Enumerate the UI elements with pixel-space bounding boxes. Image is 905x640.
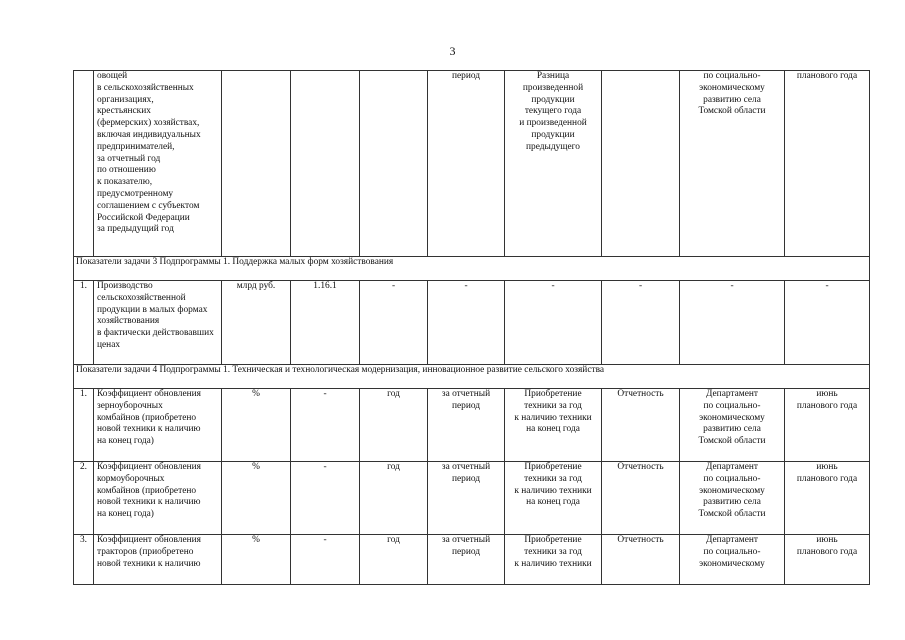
section-header-task4 — [74, 365, 870, 389]
period: за отчетный период — [428, 462, 505, 535]
code: 1.16.1 — [291, 281, 360, 365]
cell-source — [602, 71, 680, 257]
source: Отчетность — [602, 462, 680, 535]
indicator-name: Производство сельскохозяйственной продукции в малых формах хозяйствования в фактически действовавших ценах — [94, 281, 222, 365]
cell-responsible: по социально- экономическому развитию села Томской области — [680, 71, 785, 257]
table-row — [74, 462, 870, 535]
periodicity: - — [360, 281, 428, 365]
unit: % — [222, 535, 291, 585]
cell-num — [74, 71, 94, 257]
responsible: Департамент по социально- экономическому — [680, 535, 785, 585]
indicator-name: Коэффициент обновления кормоуборочных комбайнов (приобретено новой техники к наличию на конец года) — [94, 462, 222, 535]
row-number: 1. — [74, 389, 94, 462]
row-number: 1. — [74, 281, 94, 365]
method: Приобретение техники за год к наличию техники на конец года — [505, 462, 602, 535]
deadline: июнь планового года — [785, 462, 870, 535]
method: Приобретение техники за год к наличию техники — [505, 535, 602, 585]
code: - — [291, 389, 360, 462]
row-number: 2. — [74, 462, 94, 535]
page-number: 3 — [449, 44, 456, 58]
cell-periodicity — [360, 71, 428, 257]
continuation-row — [74, 71, 870, 257]
cell-deadline: планового года — [785, 71, 870, 257]
period: за отчетный период — [428, 389, 505, 462]
method: Приобретение техники за год к наличию техники на конец года — [505, 389, 602, 462]
cell-method: Разница произведенной продукции текущего года и произведенной продукции предыдущего — [505, 71, 602, 257]
code: - — [291, 462, 360, 535]
periodicity: год — [360, 389, 428, 462]
section-title: Показатели задачи 3 Подпрограммы 1. Поддержка малых форм хозяйствования — [74, 257, 870, 281]
deadline: - — [785, 281, 870, 365]
periodicity: год — [360, 535, 428, 585]
method: - — [505, 281, 602, 365]
table-row — [74, 389, 870, 462]
cell-unit — [222, 71, 291, 257]
indicators-table — [73, 70, 870, 585]
responsible: Департамент по социально- экономическому развитию села Томской области — [680, 389, 785, 462]
source: Отчетность — [602, 535, 680, 585]
responsible: - — [680, 281, 785, 365]
section-header-task3 — [74, 257, 870, 281]
period: - — [428, 281, 505, 365]
indicator-name: Коэффициент обновления тракторов (приобретено новой техники к наличию — [94, 535, 222, 585]
deadline: июнь планового года — [785, 535, 870, 585]
section-title: Показатели задачи 4 Подпрограммы 1. Техническая и технологическая модернизация, инновационное развитие сельского хозяйства — [74, 365, 870, 389]
indicator-name: Коэффициент обновления зерноуборочных комбайнов (приобретено новой техники к наличию на конец года) — [94, 389, 222, 462]
unit: млрд руб. — [222, 281, 291, 365]
source: Отчетность — [602, 389, 680, 462]
unit: % — [222, 389, 291, 462]
cell-period: период — [428, 71, 505, 257]
responsible: Департамент по социально- экономическому развитию села Томской области — [680, 462, 785, 535]
cell-code — [291, 71, 360, 257]
table-row — [74, 535, 870, 585]
period: за отчетный период — [428, 535, 505, 585]
deadline: июнь планового года — [785, 389, 870, 462]
table-row — [74, 281, 870, 365]
code: - — [291, 535, 360, 585]
row-number: 3. — [74, 535, 94, 585]
source: - — [602, 281, 680, 365]
unit: % — [222, 462, 291, 535]
indicator-name: овощей в сельскохозяйственных организациях, крестьянских (фермерских) хозяйствах, включая индивидуальных предпринимателей, за отчетный год по отношению к показателю, предусмотренному соглашением с субъектом Российской Федерации за предыдущий год — [94, 71, 222, 257]
periodicity: год — [360, 462, 428, 535]
